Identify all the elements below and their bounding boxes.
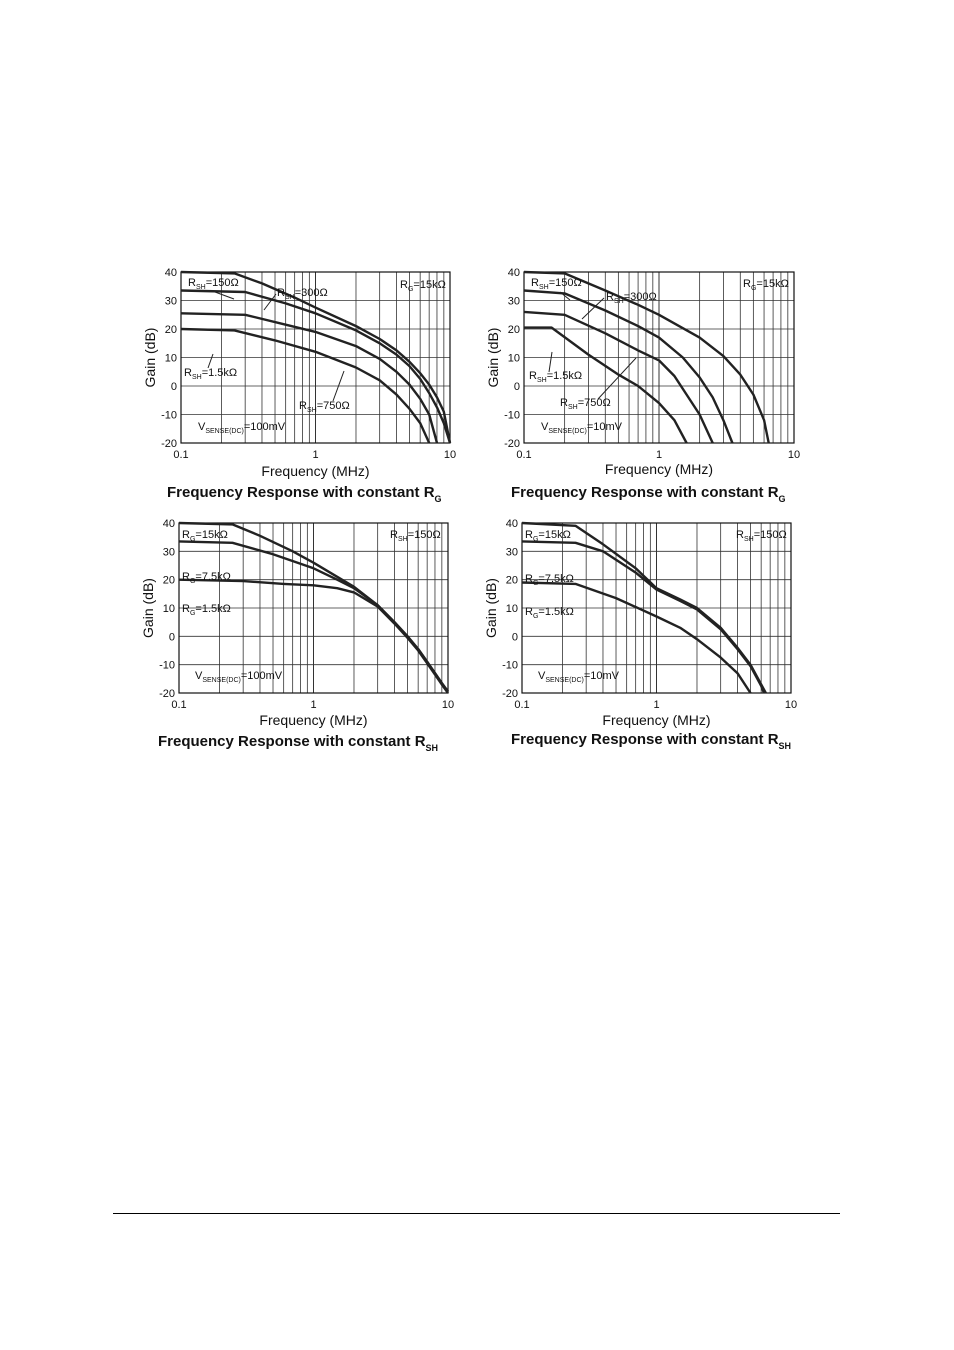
chart-4 [483, 518, 797, 751]
vsense-note: $V_{SENSE(DC)}=100mV$ [198, 421, 286, 435]
chart-title: Frequency Response with constant $R_G$ [167, 484, 442, 504]
series-annotation: $R_G=7.5k\Omega$ [182, 571, 231, 585]
x-axis-label: Frequency (MHz) [602, 712, 711, 728]
y-tick-label: 20 [162, 574, 175, 587]
y-tick-label: -10 [502, 659, 518, 672]
series-annotation: $R_{SH}=1.5k\Omega$ [529, 370, 583, 384]
y-tick-label: 10 [505, 603, 518, 615]
y-tick-label: 10 [507, 352, 520, 365]
x-tick-label: 10 [441, 699, 455, 711]
y-tick-label: 0 [513, 381, 520, 393]
y-tick-label: 0 [170, 381, 177, 393]
annotation-leader [549, 352, 552, 372]
vsense-note: $V_{SENSE(DC)}=10mV$ [541, 421, 623, 435]
x-axis-label: Frequency (MHz) [259, 712, 368, 728]
y-tick-label: -20 [502, 688, 518, 700]
y-tick-label: 10 [162, 603, 175, 615]
x-tick-label: 0.1 [516, 449, 532, 461]
y-tick-label: 20 [507, 324, 520, 336]
fixed-parameter-label: $R_G=15k\Omega$ [400, 279, 446, 293]
y-tick-label: 30 [505, 546, 518, 559]
fixed-parameter-label: $R_{SH}=150\Omega$ [736, 529, 787, 543]
x-tick-label: 0.1 [173, 449, 189, 461]
y-tick-label: 30 [162, 546, 175, 559]
y-tick-label: 0 [511, 631, 518, 644]
y-tick-label: 20 [164, 324, 177, 336]
y-tick-label: -20 [504, 438, 520, 450]
y-tick-label: -20 [161, 438, 177, 450]
fixed-parameter-label: $R_{SH}=150\Omega$ [390, 529, 441, 543]
x-tick-label: 10 [443, 449, 457, 461]
series-annotation: $R_{SH}=750\Omega$ [299, 400, 350, 414]
chart-title: Frequency Response with constant $R_{SH}$ [158, 733, 439, 753]
y-tick-label: -10 [159, 659, 175, 672]
series-annotation: $R_{SH}=1.5k\Omega$ [184, 367, 238, 381]
y-tick-label: -10 [504, 409, 520, 422]
chart-title: Frequency Response with constant $R_G$ [511, 484, 786, 504]
series-annotation: $R_{SH}=300\Omega$ [277, 287, 328, 301]
y-tick-label: 30 [507, 295, 520, 308]
x-tick-label: 10 [784, 699, 798, 711]
y-tick-label: 40 [164, 267, 177, 279]
y-axis-label: Gain (dB) [140, 578, 156, 638]
footer-rule [113, 1213, 840, 1214]
x-tick-label: 0.1 [171, 699, 187, 711]
chart-1 [142, 267, 456, 504]
annotation-leader [215, 292, 234, 299]
series-annotation: $R_G=15k\Omega$ [182, 529, 228, 543]
series-annotation: $R_{SH}=750\Omega$ [560, 397, 611, 411]
x-tick-label: 1 [653, 699, 660, 711]
series-annotation: $R_{SH}=300\Omega$ [606, 291, 657, 305]
series-annotation: $R_G=15k\Omega$ [525, 529, 571, 543]
chart-3 [140, 518, 454, 753]
x-axis-label: Frequency (MHz) [604, 461, 714, 477]
y-tick-label: 40 [505, 518, 518, 530]
y-tick-label: 40 [162, 518, 175, 530]
y-axis-label: Gain (dB) [483, 578, 499, 638]
chart-2 [485, 267, 800, 504]
y-tick-label: 30 [164, 295, 177, 308]
y-tick-label: -10 [161, 409, 177, 422]
annotation-leader [208, 354, 213, 368]
x-tick-label: 10 [787, 449, 801, 461]
series-annotation: $R_G=1.5k\Omega$ [182, 603, 231, 617]
fixed-parameter-label: $R_G=15k\Omega$ [743, 278, 789, 292]
x-tick-label: 1 [312, 449, 319, 461]
x-axis-label: Frequency (MHz) [261, 463, 370, 479]
y-axis-label: Gain (dB) [142, 327, 158, 388]
series-annotation: $R_G=7.5k\Omega$ [525, 573, 574, 587]
y-axis-label: Gain (dB) [485, 327, 501, 388]
series-annotation: $R_{SH}=150\Omega$ [531, 277, 582, 291]
y-tick-label: 40 [507, 267, 520, 279]
annotation-leader [264, 294, 276, 310]
x-tick-label: 1 [655, 449, 663, 461]
chart-title: Frequency Response with constant $R_{SH}$ [511, 731, 792, 751]
vsense-note: $V_{SENSE(DC)}=10mV$ [538, 670, 620, 684]
y-tick-label: 0 [168, 631, 175, 644]
x-tick-label: 1 [310, 699, 317, 711]
y-tick-label: -20 [159, 688, 175, 700]
y-tick-label: 10 [164, 352, 177, 365]
vsense-note: $V_{SENSE(DC)}=100mV$ [195, 670, 283, 684]
series-annotation: $R_{SH}=150\Omega$ [188, 277, 239, 291]
x-tick-label: 0.1 [514, 699, 530, 711]
y-tick-label: 20 [505, 574, 518, 587]
series-annotation: $R_G=1.5k\Omega$ [525, 606, 574, 620]
